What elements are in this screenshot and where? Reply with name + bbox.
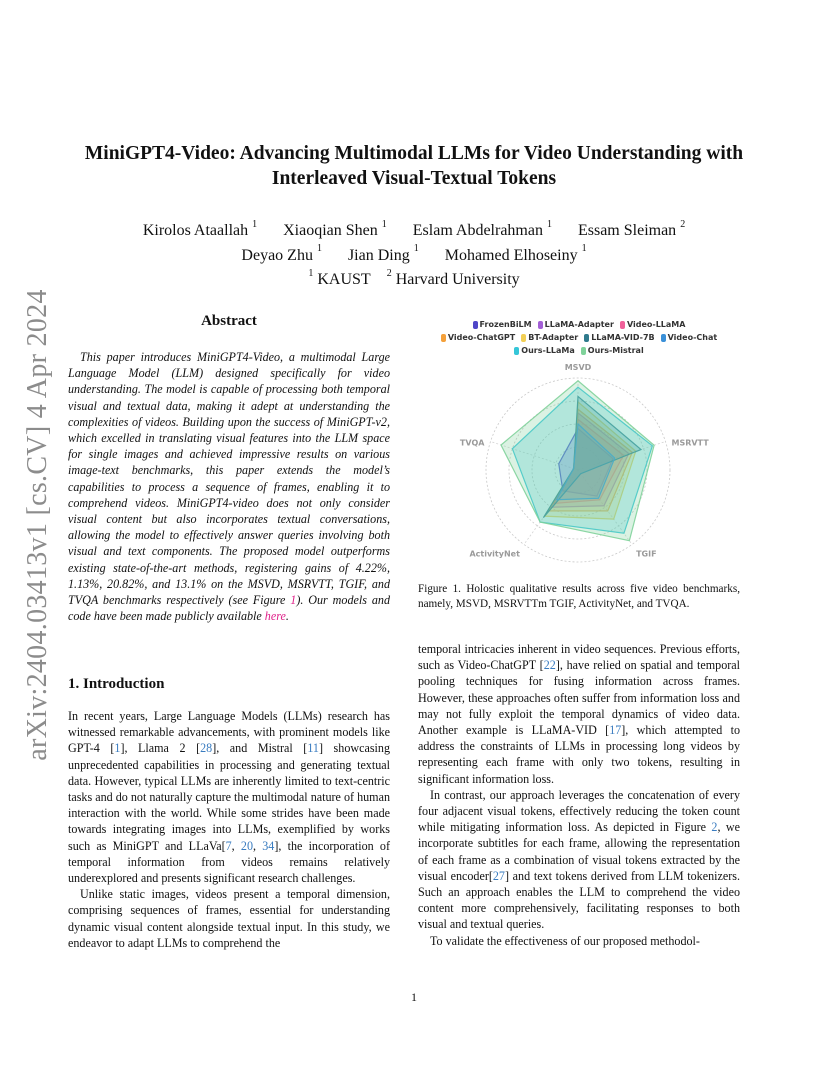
paragraph: In recent years, Large Language Models (LLMs) research has witnessed remarkable advancements, with prominent models like GPT-4 [1], Llama 2 [28], and Mistral [11] showcasing unprecedented capabilities in processing and generating textual data. However, typical LLMs are inherently limited to text-centric tasks and do not naturally capture the multimodal nature of human interaction with the world. While some strides have been made towards integrating images into LLMs, exemplified by works such as MiniGPT and LLaVa[7, 20, 34], the incorporation of temporal information from videos remains relatively underexplored and presents significant research challenges. [68,709,391,886]
legend-item: LLaMA-Adapter [538,318,614,331]
radar-series-ours-mistral [501,381,654,541]
figure-1 [418,312,740,574]
abstract-text: This paper introduces MiniGPT4-Video, a multimodal Large Language Model (LLM) designed specifically for video understanding. The model is capable of processing both temporal visual and textual data, making it adept at understanding the complexities of videos. Building upon the success of MiniGPT-v2, which excelled in translating visual features into the LLM space for single images and achieved impressive results on various image-text benchmarks, this paper extends the model’s capabilities to process a sequence of frames, enabling it to comprehend videos. MiniGPT4-video does not only consider visual content but also incorporates textual conversations, allowing the model to effectively answer queries involving both visual and text components. The proposed model outperforms existing state-of-the-art methods, registering gains of 4.22%, 1.13%, 20.82%, and 13.1% on the MSVD, MSRVTT, TGIF, and TVQA benchmarks respectively (see Figure 1). Our models and code have been made publicly available here. [68,350,390,624]
radar-axis-label-msrvtt: MSRVTT [671,438,709,448]
author: Mohamed Elhoseiny $^1$ [444,243,587,264]
author: Eslam Abdelrahman $^1$ [412,219,552,240]
radar-axis-label-tgif: TGIF [636,549,657,559]
legend-item: Video-LLaMA [620,318,686,331]
author: Essam Sleiman $^2$ [577,219,686,240]
author-block [40,217,788,290]
page-number: 1 [411,990,417,1004]
legend-item: Video-ChatGPT [441,331,515,344]
figure-1-reference[interactable]: 1 [290,593,297,608]
affiliations [40,266,788,290]
citation-link[interactable]: 27 [492,868,505,883]
citation-link[interactable]: 7 [225,838,232,853]
title-line-2: Interleaved Visual-Textual Tokens [271,168,557,189]
paper-title [40,141,788,191]
legend-item: Ours-LLaMa [514,344,574,357]
legend-item: Ours-Mistral [581,344,644,357]
section-heading-introduction: 1. Introduction [68,676,165,692]
radar-axis-label-activitynet: ActivityNet [469,549,520,559]
author: Xiaoqian Shen $^1$ [283,219,387,240]
figure-1-caption: Figure 1. Holostic qualitative results across five video benchmarks, namely, MSVD, MSRVTTm TGIF, ActivityNet, and TVQA. [418,583,740,610]
author: Kirolos Ataallah $^1$ [142,219,258,240]
citation-link[interactable]: 20 [240,838,253,853]
paragraph: To validate the effectiveness of our proposed methodol- [430,933,700,948]
figure-2-reference[interactable]: 2 [711,820,718,835]
code-link[interactable]: here [264,609,286,624]
arxiv-side-stamp [22,290,54,760]
affiliation: $^1$ KAUST [308,267,371,288]
radar-axis-label-tvqa: TVQA [459,438,485,448]
legend-item: LLaMA-VID-7B [584,331,654,344]
author: Deyao Zhu $^1$ [241,243,322,264]
arxiv-identifier: arXiv:2404.03413v1 [cs.CV] 4 Apr 2024 [22,289,53,761]
author: Jian Ding $^1$ [347,243,419,264]
citation-link[interactable]: 28 [200,741,213,756]
citation-link[interactable]: 34 [262,838,275,853]
radar-axis-label-msvd: MSVD [564,363,592,372]
author-row-2 [40,241,788,265]
citation-link[interactable]: 11 [307,741,319,756]
abstract-heading: Abstract [201,313,257,329]
legend-item: BT-Adapter [521,331,578,344]
citation-link[interactable]: 17 [609,723,622,738]
legend-item: FrozenBiLM [473,318,532,331]
introduction-text [68,708,390,951]
radar-chart [418,312,740,574]
right-column-text [418,641,740,949]
paragraph: temporal intricacies inherent in video sequences. Previous efforts, such as Video-ChatGPT [22], have relied on spatial and temporal pooling techniques for fusing information across frames. However, these approaches often suffer from information loss and may not fully exploit the temporal dynamics of video data. Another example is LLaMA-VID [17], which attempted to address the constraints of LLMs in processing long videos by representing each frame with only two tokens, resulting in significant information loss. [418,642,740,786]
legend-item: Video-Chat [661,331,718,344]
citation-link[interactable]: 1 [114,741,121,756]
title-line-1: MiniGPT4-Video: Advancing Multimodal LLMs for Video Understanding with [84,143,744,164]
paragraph: Unlike static images, videos present a temporal dimension, comprising sequences of frames, essential for understanding dynamic visual content alongside textual input. In this study, we endeavor to adapt LLMs to comprehend the [68,887,390,950]
paragraph: In contrast, our approach leverages the concatenation of every four adjacent visual tokens, effectively reducing the token count while mitigating information loss. As depicted in Figure 2, we incorporate subtitles for each frame, allowing the representation of each frame as a combination of visual tokens extracted by the visual encoder[27] and text tokens derived from LLM tokenizers. Such an approach enables the LLM to comprehend the video content more comprehensively, facilitating responses to both visual and textual queries. [418,787,740,932]
affiliation: $^2$ Harvard University [386,267,520,288]
citation-link[interactable]: 22 [543,658,556,673]
author-row-1 [40,217,788,241]
